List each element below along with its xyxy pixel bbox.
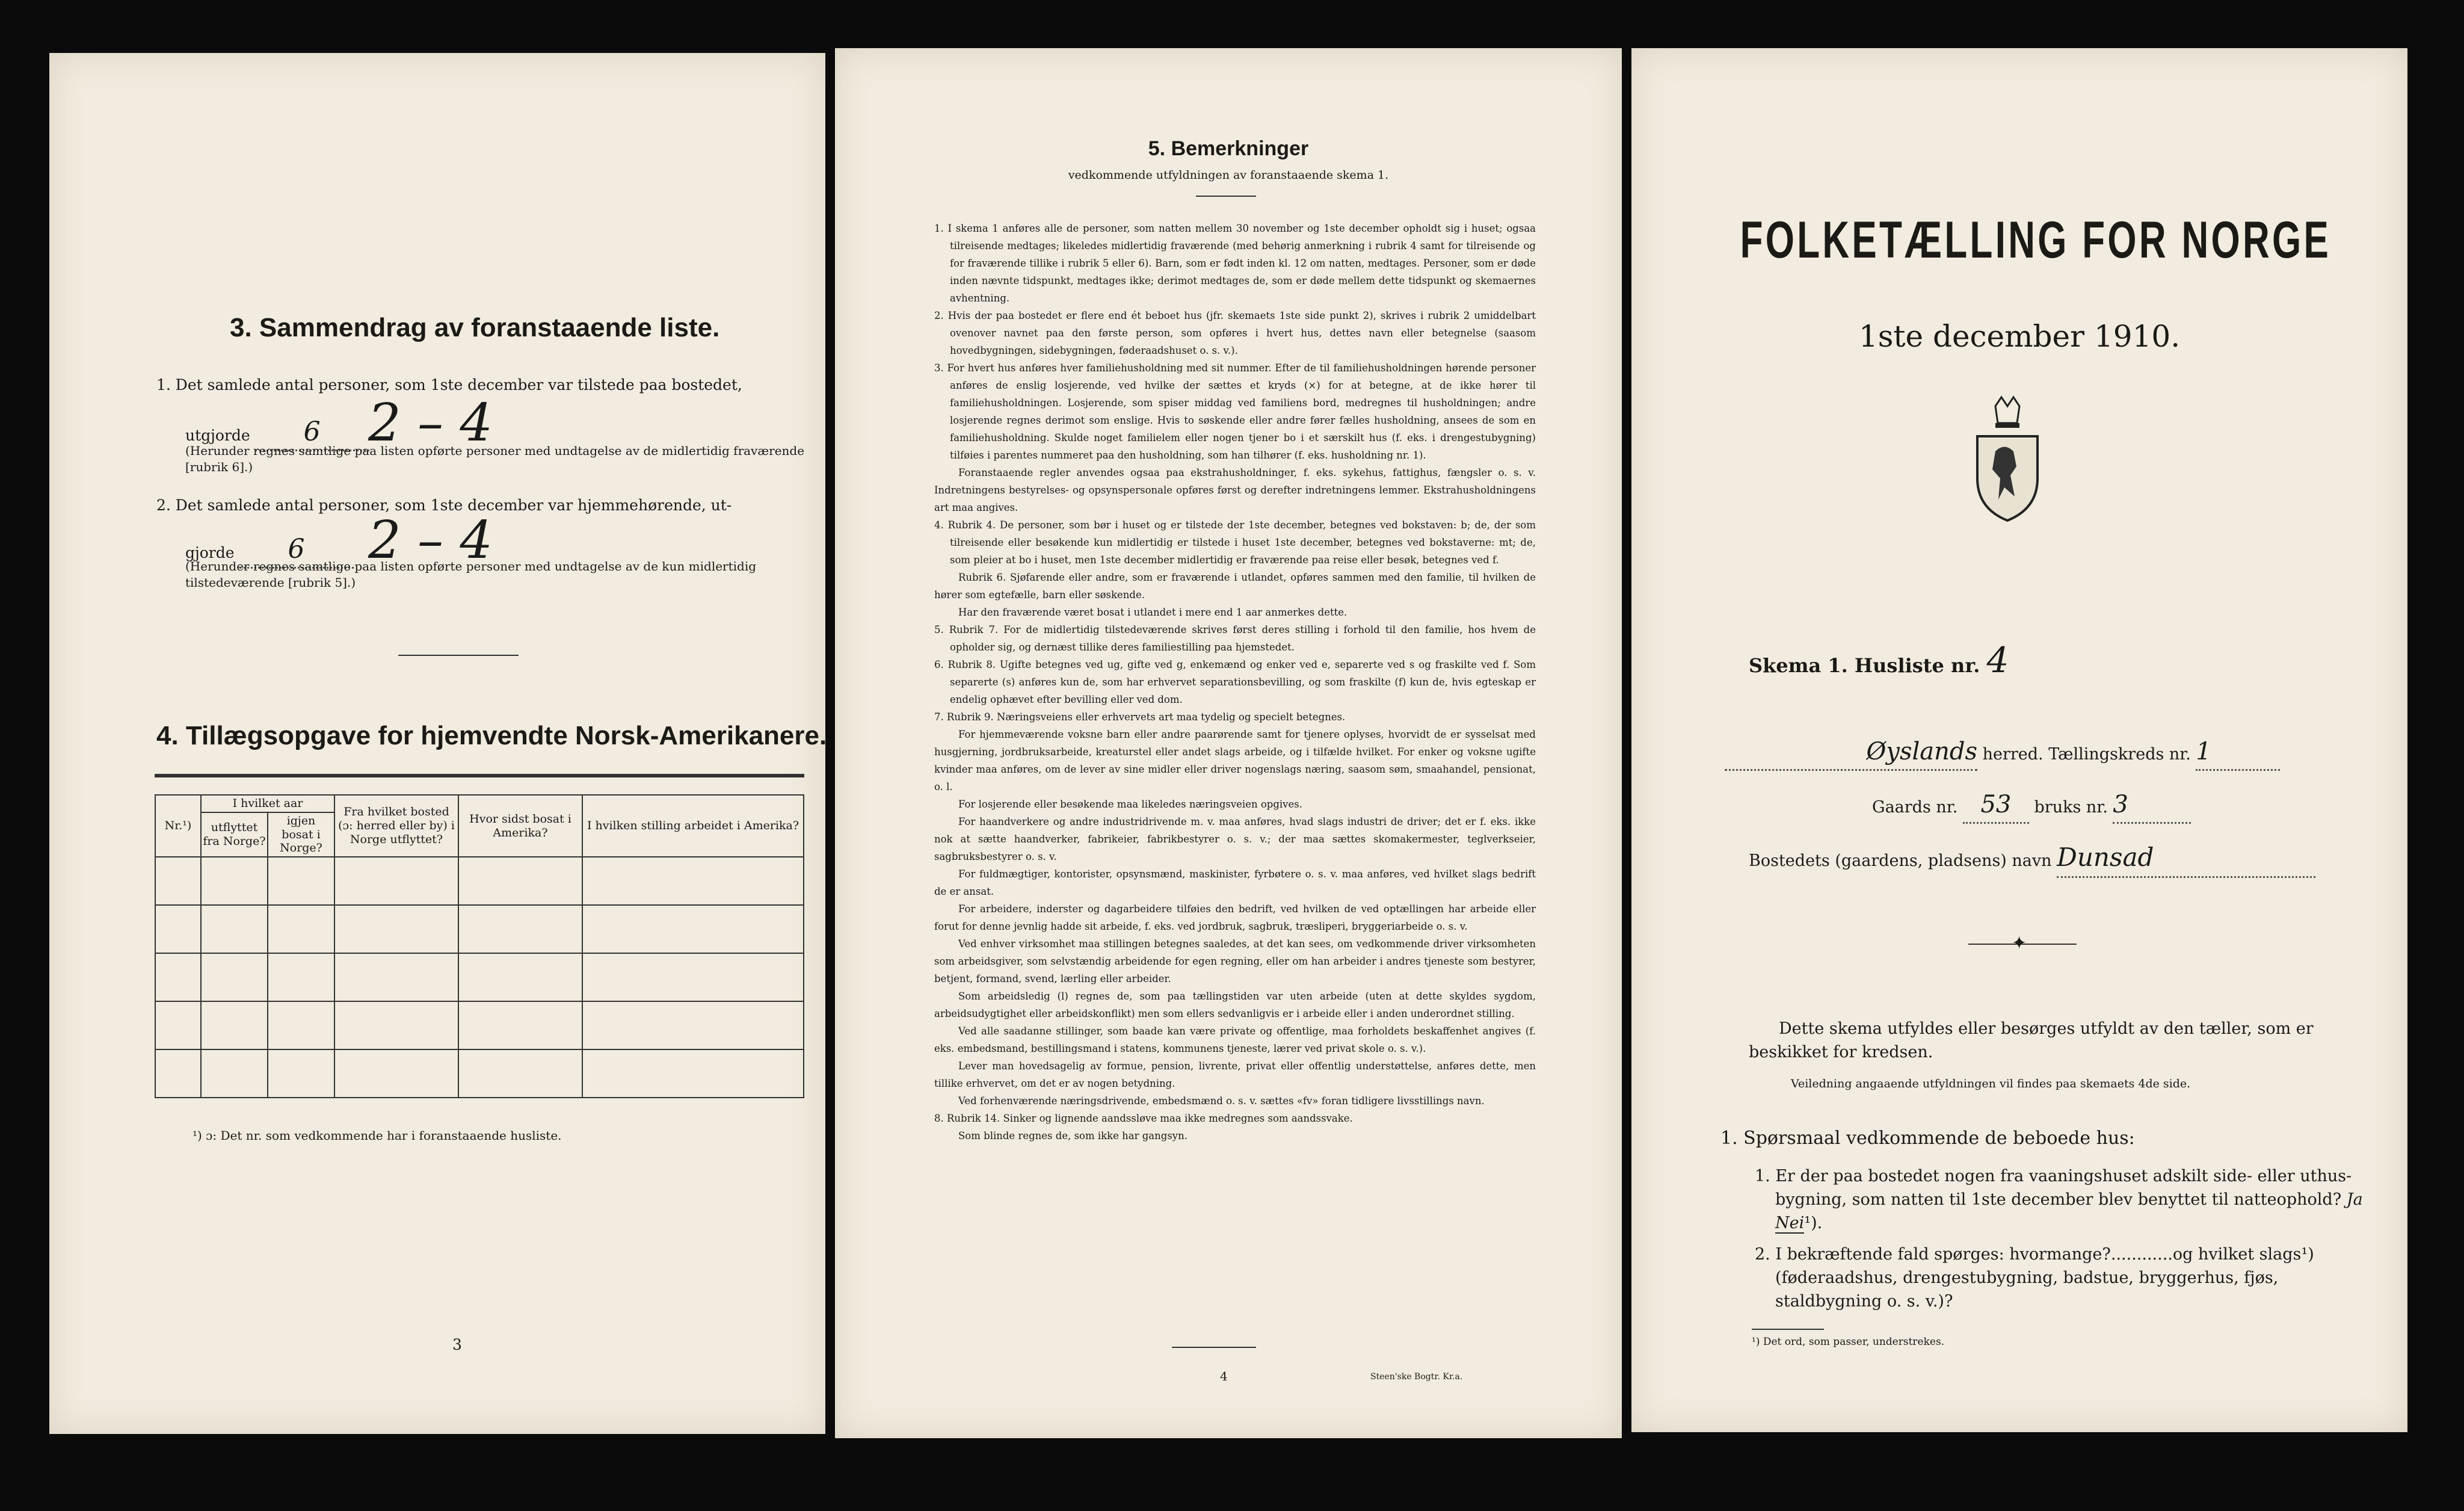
question1-title: 1. Spørsmaal vedkommende de beboede hus: — [1720, 1128, 2135, 1149]
table-row — [155, 1049, 804, 1098]
ornament-icon: ✦ — [2012, 933, 2027, 954]
item1-value: 6 — [255, 414, 369, 451]
table-row — [155, 905, 804, 953]
paragraph: Ved enhver virksomhet maa stillingen betegnes saaledes, at det kan sees, om vedkommende driver virksomheten som arbeidsgiver, som selvstændig arbeidende for egen regning, eller om han arbeider i andres tjeneste som bestyrer, betjent, formand, svend, lærling eller arbeider. — [934, 938, 1536, 984]
answer-nei: Nei — [1775, 1214, 1805, 1233]
section4-footnote: ¹) ɔ: Det nr. som vedkommende har i foranstaaende husliste. — [192, 1128, 562, 1143]
col-nr: Nr.¹) — [155, 795, 201, 857]
paragraph: Ved alle saadanne stillinger, som baade kan være private og offentlige, maa forholdets beskaffenhet angives (f. eks. embedsmand, bestillingsmand i statens, kommunens tjeneste, lærer ved privat skole o. s. v.). — [934, 1025, 1536, 1054]
col-hvor: Hvor sidst bosat i Amerika? — [458, 795, 582, 857]
section3-title: 3. Sammendrag av foranstaaende liste. — [230, 313, 720, 342]
krets-value: 1 — [2196, 734, 2280, 771]
paragraph: 2. Hvis der paa bostedet er flere end ét beboet hus (jfr. skemaets 1ste side punkt 2), skrives i rubrik 2 umiddelbart ovenover navnet paa den første person, som opføres i hvert hus, dettes navn eller betegnelse (saasom hovedbygningen, sidebygningen, føderaadshuset o. s. v.). — [934, 310, 1536, 356]
bosted-label: Bostedets (gaardens, pladsens) navn — [1749, 851, 2052, 870]
bruks-label: bruks nr. — [2034, 798, 2108, 817]
bruks-value: 3 — [2113, 787, 2191, 824]
item2-label: gjorde — [185, 544, 235, 561]
bosted-value: Dunsad — [2057, 839, 2315, 878]
bemerkninger-title: 5. Bemerkninger — [1148, 137, 1309, 160]
divider — [1752, 1329, 1824, 1330]
paragraph: For hjemmeværende voksne barn eller andre paarørende samt for tjenere oplyses, hvorvidt de er sysselsat med husgjerning, jordbruksarbeide, kreaturstel eller andet slags arbeide, og i tilfælde hvilket. For enker og voksne ugifte kvinder maa anføres, om de lever av sine midler eller driver nogenslags næring, saasom søm, smaahandel, pensionat, o. l. — [934, 729, 1536, 793]
table-row — [155, 857, 804, 905]
norwegian-coat-of-arms-icon — [1971, 394, 2044, 524]
item2-value: 6 — [239, 531, 354, 569]
paragraph: For haandverkere og andre industridrivende m. v. maa anføres, hvad slags industri de driver; det er f. eks. ikke nok at sætte haandverker, fabrikeier, fabrikbestyrer o. s. v.; der maa sættes skomakermester, teglverkseier, sagbruksbestyrer o. s. v. — [934, 816, 1536, 862]
table-row — [155, 953, 804, 1001]
paragraph: 1. I skema 1 anføres alle de personer, som natten mellem 30 november og 1ste december opholdt sig i huset; ogsaa tilreisende medtages; likeledes midlertidig fraværende (med behørig anmerkning i rubrik 4 samt for tilreisende og for fraværende tillike i rubrik 5 eller 6). Barn, som er født inden kl. 12 om natten, medtages. Personer, som er døde inden nævnte tidspunkt, medtages ikke; derimot medtages de, som er døde mellem dette tidspunkt og skemaernes avhentning. — [934, 223, 1536, 304]
paragraph: Lever man hovedsagelig av formue, pension, livrente, privat eller offentlig understøttelse, anføres dette, men tillike erhvervet, om det er av nogen betydning. — [934, 1060, 1536, 1089]
paragraph: 6. Rubrik 8. Ugifte betegnes ved ug, gifte ved g, enkemænd og enker ved e, separerte ved s og fraskilte ved f. Som separerte (s) anføres kun de, som har erhvervet separationsbevilling, og som fraskilte (f) kun de, hvis egteskap er endelig ophævet efter bevilling eller ved dom. — [934, 659, 1536, 705]
printer-mark: Steen'ske Bogtr. Kr.a. — [1370, 1372, 1463, 1382]
item2-note: (Herunder regnes samtlige paa listen opførte personer med undtagelse av de kun midlertidig tilstedeværende [rubrik 5].) — [185, 559, 757, 590]
paragraph: For fuldmægtiger, kontorister, opsynsmænd, maskinister, fyrbøtere o. s. v. maa anføres, ved hvilket slags bedrift de er ansat. — [934, 868, 1536, 897]
item1-handwriting: 2 – 4 — [368, 393, 493, 453]
divider — [1196, 196, 1256, 197]
page-number-left: 3 — [452, 1336, 462, 1353]
question1-1: 1. Er der paa bostedet nogen fra vaaningshuset adskilt side- eller uthus-bygning, som natten til 1ste december blev benyttet til natteophold? — [1755, 1167, 2352, 1210]
table-row — [155, 1001, 804, 1049]
right-footnote: ¹) Det ord, som passer, understrekes. — [1752, 1336, 1945, 1348]
paragraph: 7. Rubrik 9. Næringsveiens eller erhvervets art maa tydelig og specielt betegnes. — [934, 711, 1346, 723]
paragraph: Har den fraværende været bosat i utlandet i mere end 1 aar anmerkes dette. — [958, 607, 1348, 618]
instruction-small: Veiledning angaaende utfyldningen vil findes paa skemaets 4de side. — [1791, 1077, 2191, 1090]
paragraph: 3. For hvert hus anføres hver familiehusholdning med sit nummer. Efter de til familiehusholdningen hørende personer anføres de enslig losjerende, ved hvilke der sættes et kryds (×) for at betegne, at de ikke hører til familiehusholdningen. Losjerende, som spiser middag ved familiens bord, medregnes til husholdningen; andre losjerende regnes derimot som enslige. Hvis to søskende eller andre fører fælles husholdning, ansees de som en familiehusholdning. Skulde noget familielem eller nogen tjener bo i et særskilt hus (f. eks. i drengestubygning) tilføies i parentes nummeret paa den husholdning, som han tilhører (f. eks. husholdning nr. 1). — [934, 362, 1536, 461]
paragraph: For arbeidere, inderster og dagarbeidere tilføies den bedrift, ved hvilken de ved optællingen har arbeide eller forut for denne jevnlig hadde sit arbeide, f. eks. ved jordbruk, sagbruk, træsliperi, bryggeriarbeide o. s. v. — [934, 903, 1536, 932]
section4-title: 4. Tillægsopgave for hjemvendte Norsk-Amerikanere. — [156, 721, 827, 750]
col-utflyttet: utflyttet fra Norge? — [201, 812, 268, 857]
paragraph: Ved forhenværende næringsdrivende, embedsmænd o. s. v. sættes «fv» foran tidligere livsstillings navn. — [958, 1095, 1485, 1107]
section3-item1: 1. Det samlede antal personer, som 1ste december var tilstede paa bostedet, — [156, 376, 742, 394]
paragraph: Som blinde regnes de, som ikke har gangsyn. — [958, 1130, 1187, 1142]
question1-2: 2. I bekræftende fald spørges: hvormange?............og hvilket slags¹) (føderaadshus, drengestubygning, badstue, bryggerhus, fjøs, staldbygning o. s. v.)? — [1755, 1245, 2314, 1311]
herred-label: herred. — [1982, 745, 2044, 764]
skema-value: 4 — [1986, 640, 2009, 681]
col-igjen: igjen bosat i Norge? — [268, 812, 334, 857]
col-group: I hvilket aar — [201, 795, 334, 812]
paragraph: 4. Rubrik 4. De personer, som bør i huset og er tilstede der 1ste december, betegnes ved bokstaven: b; de, der som tilreisende eller besøkende kun midlertidig er tilstede i huset 1ste december, betegnes ved bokstaverne: mt; de, som pleier at bo i huset, men 1ste december midlertidig er fraværende paa reise eller besøk, betegnes ved f. — [934, 519, 1536, 566]
item2-handwriting: 2 – 4 — [368, 510, 493, 570]
col-stilling: I hvilken stilling arbeidet i Amerika? — [582, 795, 804, 857]
page-middle — [835, 48, 1622, 1438]
divider — [398, 655, 519, 656]
krets-label: Tællingskreds nr. — [2048, 745, 2191, 764]
bemerkninger-subtitle: vedkommende utfyldningen av foranstaaende skema 1. — [1068, 168, 1389, 182]
skema-label: Skema 1. Husliste nr. — [1749, 654, 1980, 677]
paragraph: Som arbeidsledig (l) regnes de, som paa tællingstiden var uten arbeide (uten at dette skyldes sygdom, arbeidsudygtighet eller arbeidskonflikt) men som ellers sedvanligvis er i arbeide eller i anden underordnet stilling. — [934, 990, 1536, 1019]
gaards-label: Gaards nr. — [1872, 798, 1958, 817]
answer-ja: Ja — [2346, 1190, 2363, 1210]
item1-note: (Herunder regnes samtlige paa listen opførte personer med undtagelse av de midlertidig fraværende [rubrik 6].) — [185, 443, 805, 474]
paragraph: Rubrik 6. Sjøfarende eller andre, som er fraværende i utlandet, opføres sammen med den familie, til hvilken de hører som egtefælle, barn eller søskende. — [934, 572, 1536, 601]
page-right: FOLKETÆLLING FOR NORGE 1ste december 1910. Skema 1. Husliste nr. 4 Øyslands herred. Tællingskreds nr. 1 Gaards nr. 53 bruks nr. 3 Bostedets (gaardens, pladsens) navn Dunsad ✦ Dette skema utfyldes eller besørges utfyldt av den tæller, som er beskikket for kredsen. Veiledning angaaende utfyldningen vil findes paa skemaets 4de side. 1. Spørsmaal vedkommende de beboede hus: 1. Er der paa bostedet nogen fra vaaningshuset adskilt side- eller uthus-bygning, som natten til 1ste december blev benyttet til natteophold? Ja Nei¹). 2. I bekræftende fald spørges: hvormange?............og hvilket slags¹) (føderaadshus, drengestubygning, badstue, bryggerhus, fjøs, staldbygning o. s. v.)? ¹) Det ord, som passer, understrekes. — [1631, 48, 2407, 1432]
item1-label: utgjorde — [185, 427, 250, 444]
herred-value: Øyslands — [1725, 734, 1977, 771]
census-title: FOLKETÆLLING FOR NORGE — [1740, 211, 2332, 269]
paragraph: 8. Rubrik 14. Sinker og lignende aandssløve maa ikke medregnes som aandssvake. — [934, 1113, 1353, 1124]
gaards-value: 53 — [1963, 787, 2029, 824]
norsk-amerikanere-table — [155, 794, 804, 1098]
divider — [1172, 1347, 1256, 1348]
table-top-rule — [155, 774, 804, 777]
instruction-text: Dette skema utfyldes eller besørges utfyldt av den tæller, som er beskikket for kredsen. — [1749, 1019, 2314, 1062]
section3-item2: 2. Det samlede antal personer, som 1ste december var hjemmehørende, ut- — [156, 496, 732, 514]
paragraph: Foranstaaende regler anvendes ogsaa paa ekstrahusholdninger, f. eks. sykehus, fattighus, fængsler o. s. v. Indretningens bestyrelses- og opsynspersonale opføres først og derefter indretningens lemmer. Ekstrahusholdningens art maa angives. — [934, 467, 1536, 513]
page-number-middle: 4 — [1220, 1369, 1228, 1383]
page-left — [49, 53, 825, 1434]
col-fra: Fra hvilket bosted (ɔ: herred eller by) i Norge utflyttet? — [334, 795, 458, 857]
paragraph: For losjerende eller besøkende maa likeledes næringsveien opgives. — [958, 799, 1302, 810]
bemerkninger-body — [934, 220, 1536, 1145]
paragraph: 5. Rubrik 7. For de midlertidig tilstedeværende skrives først deres stilling i forhold til den familie, hos hvem de opholder sig, og dernæst tillike deres familiestilling paa hjemstedet. — [934, 624, 1536, 653]
census-date: 1ste december 1910. — [1858, 319, 2181, 354]
